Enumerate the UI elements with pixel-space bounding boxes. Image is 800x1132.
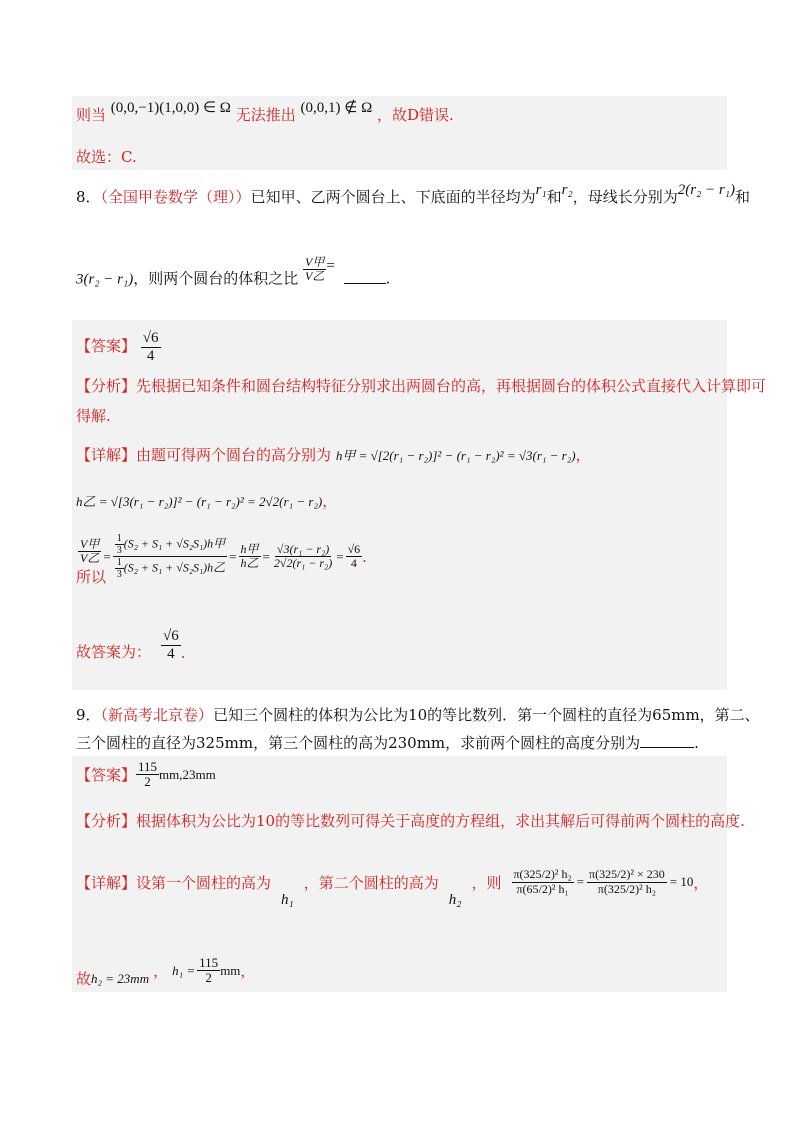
q8-vol-fraction: $\frac{1}{3}$ (S₂ + S₁ + √S₂S₁)h甲 $\frac{1}{3}$ (S₂ + S₁ + √S₂S₁)h乙 xyxy=(113,533,227,580)
q8-detail-1: 【详解】由题可得两个圆台的高分别为 h甲 = √[2(r₁ − r₂)]² − (r₁ − r₂)² = √3(r₁ − r₂)， xyxy=(76,446,591,464)
q8-h-ratio: $\frac{\text{h甲}}{\text{h乙}}$ xyxy=(240,541,259,570)
q8-h-yi: h乙 = √[3(r₁ − r₂)]² − (r₁ − r₂)² = 2√2(r₁ − r₂) xyxy=(76,494,323,509)
q9-source: （新高考北京卷） xyxy=(100,706,214,724)
q8-detail-3: 所以 $\frac{\text{V甲}}{\text{V乙}}$ = $\frac{1}{3}$ (S₂ + S₁ + √S₂S₁)h甲 $\frac{1}{3}$ (S₂ + S₁ + √S₂S₁)h乙 = $\frac{\text{h甲}}{\text{h乙}}$ = $\frac{\text{√3(r₁ − r₂)}}{\text{2√2(r₁ − r₂)}}$ = $\frac{√6}{4}$ . xyxy=(76,533,367,586)
q8-analysis-1: 【分析】先根据已知条件和圆台结构特征分别求出两圆台的高，再根据圆台的体积公式直接代入计算即可 xyxy=(76,377,767,395)
q9-detail: 【详解】 设第一个圆柱的高为 h₁ ，第二个圆柱的高为 h₂ ，则 $\frac{\text{π(325/2)² h₂}}{\text{π(65/2)² h₁}}$ = $\frac{\text{π(325/2)² × 230}}{\text{π(325/2)² h₂}}$ = 10 ， xyxy=(76,867,709,908)
q8-source: （全国甲卷数学（理）） xyxy=(100,188,251,206)
q7-math-1: (0,0,−1)(1,0,0) ∈ Ω xyxy=(110,100,231,116)
q9-stem-line1: 9．（新高考北京卷）已知三个圆柱的体积为公比为10的等比数列．第一个圆柱的直径为65mm，第二、 xyxy=(76,706,760,724)
q9-h1-value: $\frac{115}{2}$ xyxy=(199,955,219,986)
q8-answer-blank xyxy=(344,283,386,284)
q8-answer: 【答案】 $\frac{√6}{4}$ xyxy=(76,330,159,364)
q9-analysis: 【分析】根据体积为公比为10的等比数列可得关于高度的方程组，求出其解后可得前两个圆柱的高度. xyxy=(76,812,745,830)
q9-stem-line2: 三个圆柱的直径为325mm，第三个圆柱的高为230mm，求前两个圆柱的高度分别为 . xyxy=(76,734,699,752)
q7-line: 则当 (0,0,−1)(1,0,0) ∈ Ω 无法推出 (0,0,1) ∉ Ω ，故D错误. xyxy=(76,100,454,124)
q9-answer-frac: $\frac{115}{2}$ xyxy=(138,759,158,790)
q8-h-jia: h甲 = √[2(r₁ − r₂)]² − (r₁ − r₂)² = √3(r₁ − r₂) xyxy=(335,448,576,463)
q8-stem-line1: 8．（全国甲卷数学（理））已知甲、乙两个圆台上、下底面的半径均为r₁和r₂，母线长分别为2(r₂ − r₁)和 xyxy=(76,182,750,206)
q8-answer-value: $\frac{√6}{4}$ xyxy=(142,330,159,364)
q7-choice: 故选：C. xyxy=(76,148,137,166)
q8-hr-fraction: $\frac{\text{√3(r₁ − r₂)}}{\text{2√2(r₁ − r₂)}}$ xyxy=(273,541,333,570)
q9-number: 9． xyxy=(76,706,101,724)
q9-answer: 【答案】 $\frac{115}{2}$ mm,23mm xyxy=(76,759,216,790)
q9-conclusion: 故 h₂ = 23mm ， h₁ = $\frac{115}{2}$ mm ， xyxy=(76,955,256,989)
q8-final: 故答案为： $\frac{√6}{4}$ . xyxy=(76,628,186,662)
q9-frac-2: $\frac{\text{π(325/2)² × 230}}{\text{π(325/2)² h₂}}$ xyxy=(589,867,665,896)
q8-number: 8． xyxy=(76,188,101,206)
q8-detail-2: h乙 = √[3(r₁ − r₂)]² − (r₁ − r₂)² = 2√2(r₁ − r₂)， xyxy=(76,492,338,510)
q8-stem-line2: 3(r₂ − r₁)，则两个圆台的体积之比 $\frac{\text{V甲}}{\text{V乙}}$ = . xyxy=(76,255,391,288)
q7-math-2: (0,0,1) ∉ Ω xyxy=(300,100,373,116)
q9-frac-1: $\frac{\text{π(325/2)² h₂}}{\text{π(65/2)² h₁}}$ xyxy=(513,867,572,896)
q8-ratio: $\frac{\text{V甲}}{\text{V乙}}$ xyxy=(305,255,325,284)
q8-final-value: $\frac{√6}{4}$ xyxy=(163,628,179,662)
q8-analysis-2: 得解. xyxy=(76,407,111,425)
q8-vol-ratio: $\frac{\text{V甲}}{\text{V乙}}$ xyxy=(80,536,100,565)
q9-answer-blank xyxy=(640,747,694,748)
q8-result: $\frac{√6}{4}$ xyxy=(347,541,361,570)
q9-h2-value: h₂ = 23mm xyxy=(91,970,150,986)
